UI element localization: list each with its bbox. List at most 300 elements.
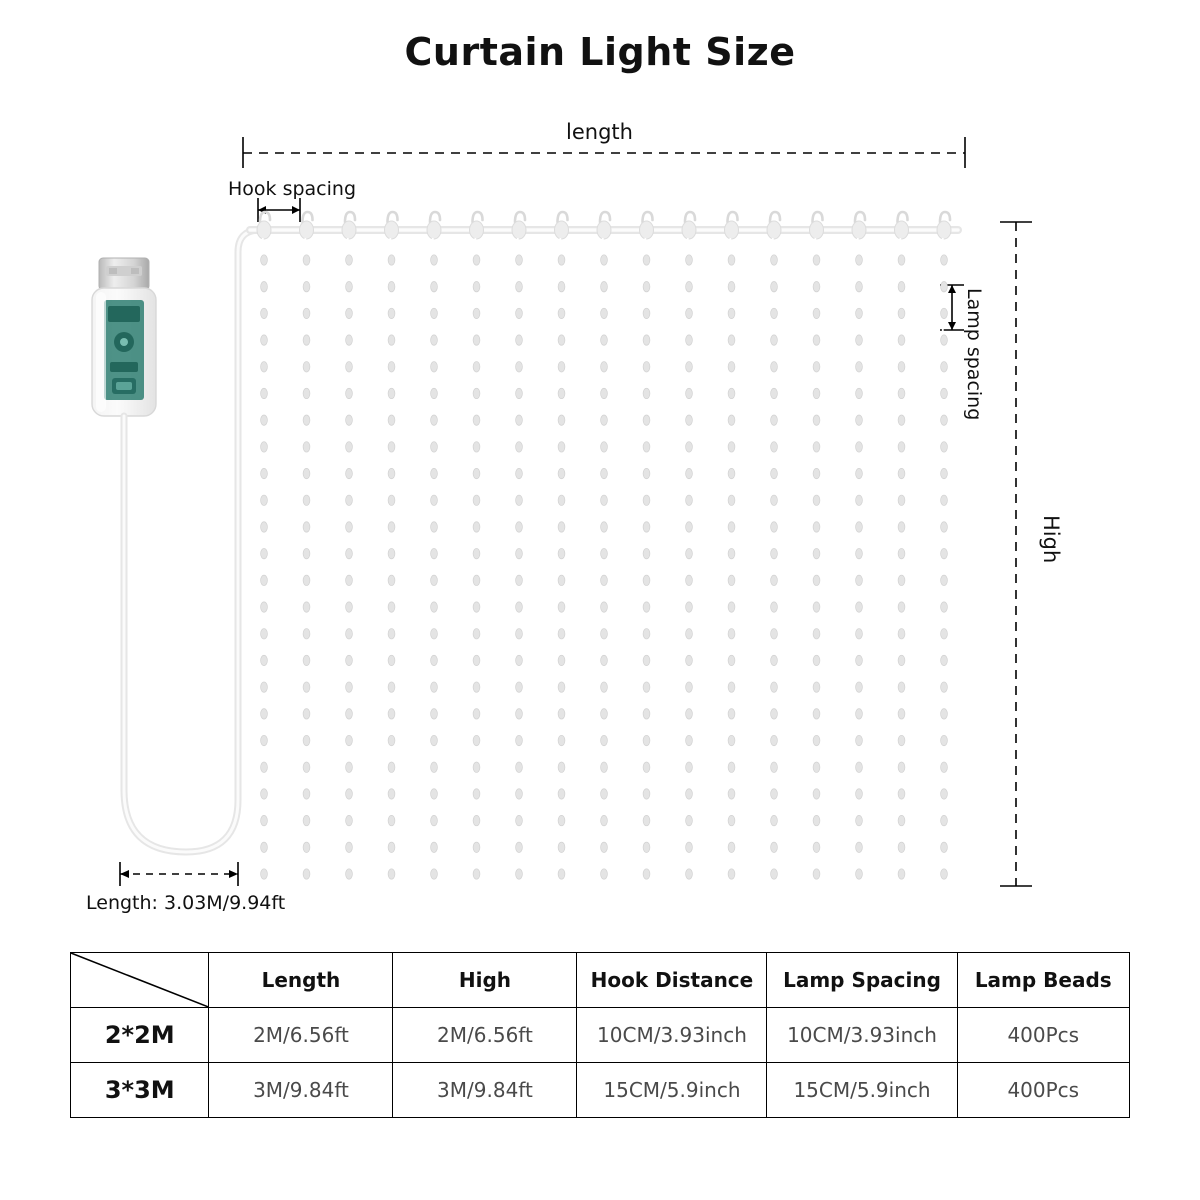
lamp-bead [771,869,778,879]
lamp-bead [473,735,480,745]
row-size-3x3m: 3*3M [71,1063,209,1118]
lamp-bead [516,789,523,799]
lamp-bead [431,602,438,612]
lamp-bead [388,815,395,825]
spec-table [70,952,1130,1118]
lamp-bead [686,388,693,398]
lamp-bead [856,602,863,612]
lamp-bead [941,815,948,825]
lamp-bead [516,255,523,265]
lamp-bead [813,575,820,585]
lamp-bead [941,335,948,345]
lamp-bead [686,602,693,612]
lamp-bead [898,629,905,639]
usb-connector [92,258,156,416]
hook-icon [388,212,398,222]
lamp-bead [856,842,863,852]
lamp-bead [898,442,905,452]
table-header-row [71,953,1130,1008]
lamp-bead [813,709,820,719]
table-row [71,1063,1130,1118]
cell-high-3x3m: 3M/9.84ft [393,1063,577,1118]
lamp-bead [431,842,438,852]
lamp-bead [643,735,650,745]
lamp-bead [813,495,820,505]
lamp-bead [643,629,650,639]
lamp-bead [431,789,438,799]
lamp-bead [771,308,778,318]
lamp-bead [558,629,565,639]
lamp-bead [516,415,523,425]
lamp-bead [346,789,353,799]
lamp-bead [431,415,438,425]
lamp-bead [431,388,438,398]
lamp-bead [601,629,608,639]
lamp-bead [431,255,438,265]
lamp-bead [898,682,905,692]
lamp-bead [941,442,948,452]
lamp-bead [643,495,650,505]
lamp-bead [558,388,565,398]
lamp-bead [813,602,820,612]
lamp-bead [686,442,693,452]
lamp-bead [728,548,735,558]
lamp-bead [388,709,395,719]
lamp-bead [303,602,310,612]
lamp-bead [728,682,735,692]
diagonal-slash-icon [71,953,208,1007]
lamp-bead [431,495,438,505]
lamp-bead [941,415,948,425]
lamp-bead [303,495,310,505]
lamp-bead [558,602,565,612]
lamp-bead [728,255,735,265]
lamp-bead [728,709,735,719]
row-size-2x2m: 2*2M [71,1008,209,1063]
lamp-bead [558,789,565,799]
lamp-bead [558,869,565,879]
lamp-bead [771,415,778,425]
lamp-bead [303,869,310,879]
lamp-bead [728,495,735,505]
lamp-bead [686,709,693,719]
length-label: length [566,120,633,144]
lamp-bead [388,362,395,372]
lamp-bead [558,495,565,505]
lamp-bead [388,388,395,398]
lamp-bead [473,468,480,478]
lamp-bead [601,602,608,612]
lamp-bead [431,815,438,825]
lamp-bead [346,548,353,558]
lamp-bead [303,682,310,692]
lamp-bead [516,362,523,372]
lamp-bead [856,709,863,719]
lamp-bead [558,522,565,532]
lamp-bead [643,255,650,265]
lamp-bead [941,709,948,719]
lamp-bead [388,629,395,639]
hook-icon [940,212,950,222]
table-corner-cell [71,953,209,1008]
lamp-bead [601,815,608,825]
lamp-bead [601,869,608,879]
lamp-bead [643,388,650,398]
lamp-bead [686,842,693,852]
lamp-bead [558,255,565,265]
lamp-bead [728,522,735,532]
lamp-bead [771,281,778,291]
lamp-bead [473,655,480,665]
lamp-bead [941,655,948,665]
lamp-bead [346,575,353,585]
lamp-bead [643,548,650,558]
lamp-bead [898,548,905,558]
lamp-bead [473,602,480,612]
lamp-bead [303,815,310,825]
lamp-bead [303,629,310,639]
lamp-bead [388,522,395,532]
lamp-bead [431,442,438,452]
hook-icon [855,212,865,222]
lamp-bead [601,442,608,452]
lamp-bead [601,388,608,398]
lamp-bead [643,281,650,291]
lamp-bead [813,468,820,478]
lamp-bead [856,308,863,318]
lamp-bead [346,869,353,879]
lamp-bead [558,442,565,452]
hook-icon [473,212,483,222]
lamp-bead [856,682,863,692]
lamp-bead [558,815,565,825]
lamp-bead [261,335,268,345]
lamp-bead [898,709,905,719]
lamp-bead [813,682,820,692]
lamp-bead [303,789,310,799]
lamp-bead [558,682,565,692]
lamp-bead [261,308,268,318]
lamp-bead [941,522,948,532]
lamp-bead [643,442,650,452]
lamp-bead [686,655,693,665]
lamp-bead [686,281,693,291]
lamp-bead [431,735,438,745]
lamp-bead [898,335,905,345]
lamp-bead [346,709,353,719]
lamp-bead [813,335,820,345]
lamp-bead [473,388,480,398]
lamp-bead [813,442,820,452]
lamp-bead [516,655,523,665]
lamp-bead [686,762,693,772]
hook-icon [558,212,568,222]
lamp-bead [261,602,268,612]
lamp-bead [813,362,820,372]
lamp-bead [558,709,565,719]
lamp-bead [813,762,820,772]
lamp-bead [346,682,353,692]
lamp-bead [601,415,608,425]
lamp-bead [346,602,353,612]
lamp-bead [303,442,310,452]
lamp-bead [261,442,268,452]
lamp-bead [941,468,948,478]
lamp-bead [728,362,735,372]
lamp-bead [771,682,778,692]
lamp-bead [431,629,438,639]
hook-icon [430,212,440,222]
lamp-bead [261,255,268,265]
hook-icon [643,212,653,222]
lamp-bead [813,548,820,558]
lamp-bead [516,735,523,745]
lamp-bead [601,468,608,478]
lamp-bead [898,255,905,265]
lamp-bead [473,869,480,879]
hook-spacing-dimension [258,198,300,222]
lamp-bead [261,548,268,558]
lamp-bead [898,308,905,318]
cell-lamp-beads-3x3m: 400Pcs [957,1063,1129,1118]
column-header-lamp-spacing: Lamp Spacing [767,953,957,1008]
table-row [71,1008,1130,1063]
lamp-bead [728,388,735,398]
lamp-bead [601,575,608,585]
lamp-bead [728,842,735,852]
lamp-bead [856,655,863,665]
hook-icon [303,212,313,222]
lamp-bead [813,281,820,291]
lamp-bead [473,335,480,345]
lamp-bead [643,522,650,532]
lamp-bead [261,281,268,291]
lamp-bead [686,815,693,825]
lamp-bead [898,575,905,585]
lamp-bead [303,762,310,772]
lamp-bead [516,842,523,852]
lamp-bead [728,762,735,772]
lamp-bead [431,522,438,532]
cell-length-3x3m: 3M/9.84ft [209,1063,393,1118]
lamp-bead [898,655,905,665]
lamp-bead [558,335,565,345]
hook-icon [898,212,908,222]
lamp-bead [856,442,863,452]
lamp-bead [303,735,310,745]
lamp-bead [643,335,650,345]
lamp-bead [516,629,523,639]
lamp-bead [346,522,353,532]
lamp-bead [686,308,693,318]
lamp-bead [813,655,820,665]
hook-icon [345,212,355,222]
lamp-bead [898,602,905,612]
lamp-bead [686,869,693,879]
lamp-bead [941,629,948,639]
column-header-lamp-beads: Lamp Beads [957,953,1129,1008]
lamp-bead [388,415,395,425]
lamp-bead [728,629,735,639]
lamp-bead [898,415,905,425]
lamp-bead [558,575,565,585]
lamp-bead [261,789,268,799]
lamp-bead [261,629,268,639]
lamp-bead [261,415,268,425]
lamp-bead [686,548,693,558]
lamp-bead [346,815,353,825]
lamp-bead [388,789,395,799]
cable-length-label: Length: 3.03M/9.94ft [86,892,286,914]
lamp-bead [431,655,438,665]
lamp-bead [303,842,310,852]
lamp-bead [431,762,438,772]
lamp-bead [813,388,820,398]
lamp-bead [771,735,778,745]
lamp-bead [346,388,353,398]
lamp-bead [643,655,650,665]
lamp-bead [941,575,948,585]
lamp-bead [856,548,863,558]
lamp-bead [346,415,353,425]
lamp-bead [431,709,438,719]
lamp-bead [771,468,778,478]
lamp-bead [686,255,693,265]
lamp-bead [728,602,735,612]
lamp-bead [346,495,353,505]
lamp-bead [473,682,480,692]
lamp-bead [686,468,693,478]
lamp-bead [303,655,310,665]
lamp-bead [516,308,523,318]
lamp-bead [261,468,268,478]
lamp-bead [388,602,395,612]
lamp-bead [898,735,905,745]
lamp-bead [558,362,565,372]
lamp-bead [728,468,735,478]
lamp-bead [516,682,523,692]
lamp-bead [473,815,480,825]
lamp-bead [388,281,395,291]
lamp-bead [346,735,353,745]
lamp-bead [601,842,608,852]
lamp-bead [771,442,778,452]
lamp-bead [856,735,863,745]
lamp-bead [303,308,310,318]
lamp-bead [941,869,948,879]
lamp-bead [643,415,650,425]
lamp-bead [941,388,948,398]
lamp-bead [728,735,735,745]
lamp-bead [686,629,693,639]
lamp-bead [346,468,353,478]
lamp-bead [558,415,565,425]
lamp-bead [303,281,310,291]
lamp-bead [686,735,693,745]
lamp-bead [941,281,948,291]
cell-hook-distance-3x3m: 15CM/5.9inch [577,1063,767,1118]
lamp-bead [898,522,905,532]
lamp-bead [473,575,480,585]
lamp-bead [516,602,523,612]
lamp-bead [558,655,565,665]
lamp-bead [728,789,735,799]
lamp-bead [473,308,480,318]
lamp-bead [346,255,353,265]
lamp-bead [431,335,438,345]
lamp-bead [601,735,608,745]
lamp-bead [771,255,778,265]
lamp-bead [261,735,268,745]
lamp-bead [856,869,863,879]
lamp-bead [643,308,650,318]
lamp-bead [473,442,480,452]
lamp-bead [643,842,650,852]
lamp-bead [686,415,693,425]
lamp-bead [388,655,395,665]
lamp-bead [856,335,863,345]
lamp-bead [771,495,778,505]
lamp-bead [771,629,778,639]
lamp-bead [473,762,480,772]
lamp-bead [388,842,395,852]
lamp-bead [771,789,778,799]
lamp-bead [771,548,778,558]
lamp-bead [303,548,310,558]
lamp-bead [728,869,735,879]
lamp-bead [303,709,310,719]
lamp-bead [856,575,863,585]
lamp-bead [941,735,948,745]
lamp-bead [813,815,820,825]
lamp-bead [856,629,863,639]
lamp-bead [856,388,863,398]
lamp-bead [941,308,948,318]
lamp-bead [261,709,268,719]
lamp-bead [388,682,395,692]
lamp-bead [346,442,353,452]
lamp-bead [261,762,268,772]
hook-spacing-label: Hook spacing [228,178,357,200]
lamp-bead [601,522,608,532]
lamp-spacing-label: Lamp spacing [963,288,985,421]
lamp-bead [601,682,608,692]
lamp-bead [771,762,778,772]
lamp-bead [856,762,863,772]
lamp-bead [388,869,395,879]
lamp-bead [771,335,778,345]
lamp-bead [558,468,565,478]
lamp-bead [813,308,820,318]
lamp-bead [473,281,480,291]
lamp-bead [261,842,268,852]
lamp-bead [941,602,948,612]
lamp-bead [516,815,523,825]
lamp-bead [728,655,735,665]
lamp-bead [558,281,565,291]
lamp-bead [558,548,565,558]
lamp-bead [771,362,778,372]
lamp-bead [856,815,863,825]
lamp-bead [771,388,778,398]
lamp-bead [388,575,395,585]
lamp-bead [898,842,905,852]
lamp-bead [516,548,523,558]
lamp-bead [813,522,820,532]
lamp-bead [813,255,820,265]
lamp-bead [601,281,608,291]
lamp-bead [856,468,863,478]
